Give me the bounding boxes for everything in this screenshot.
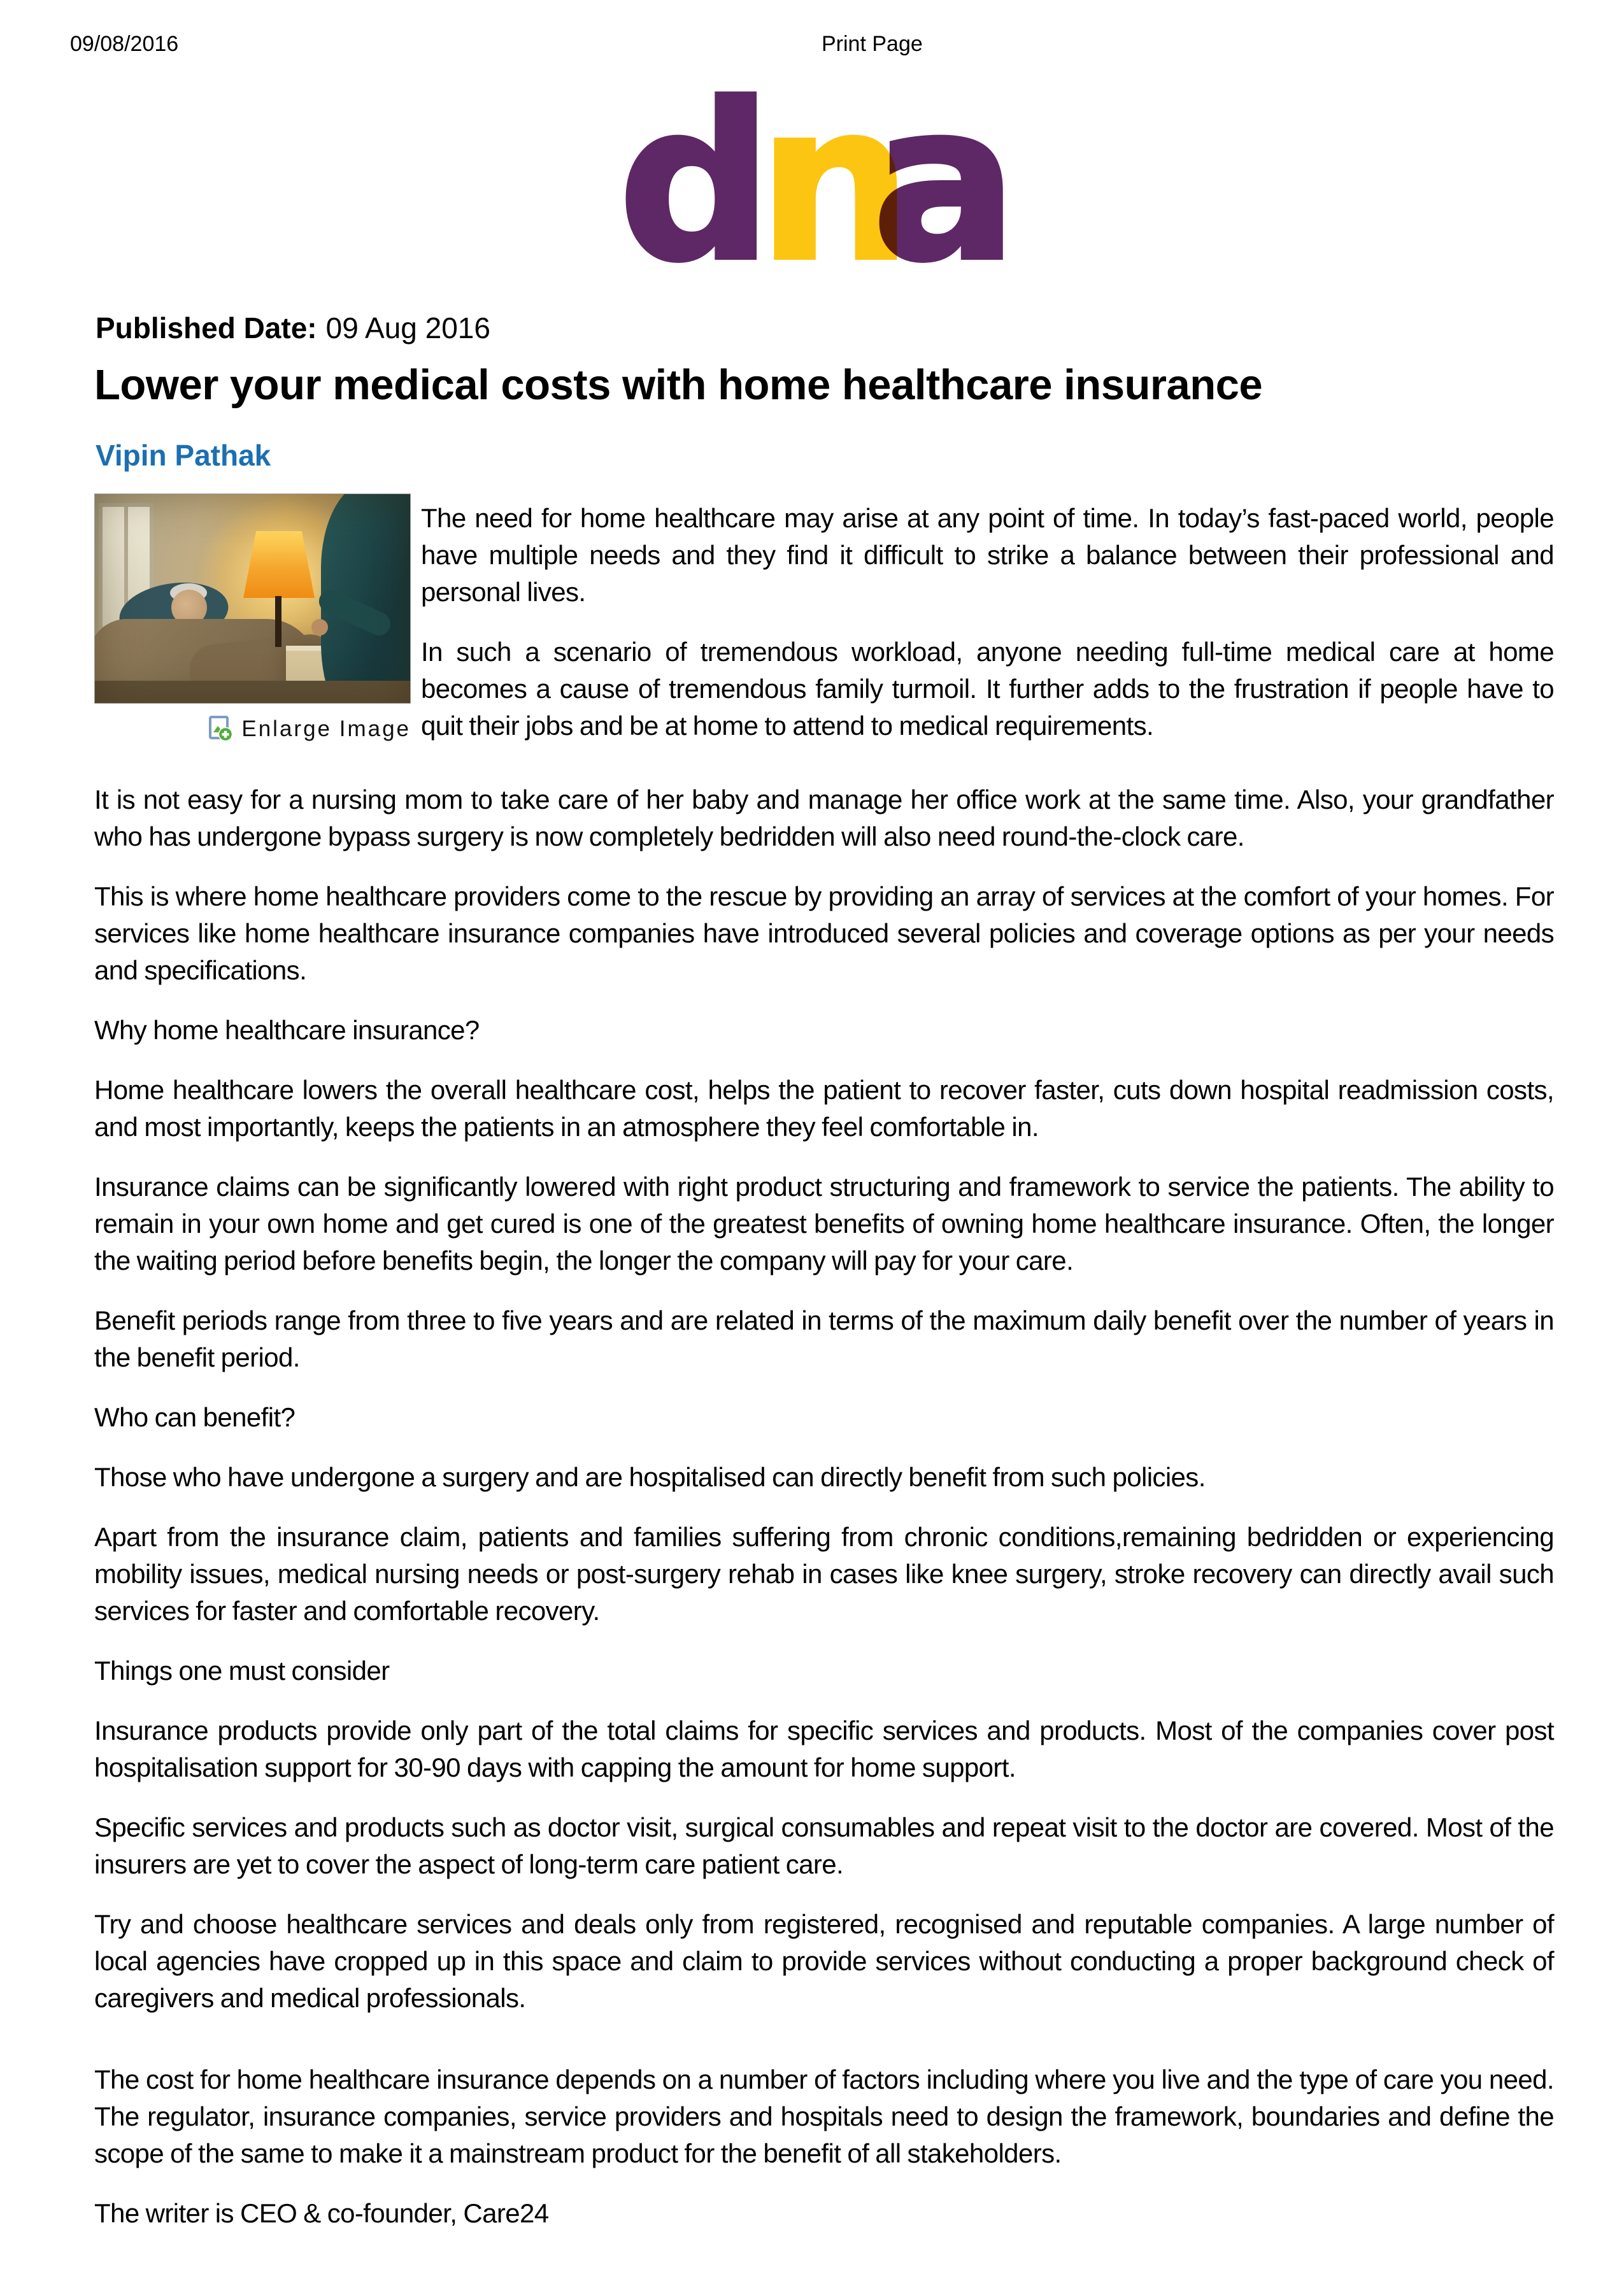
section-heading: Things one must consider xyxy=(94,1656,390,1686)
paragraph: Home healthcare lowers the overall healthcare cost, helps the patient to recover faster, cuts down hospital readmission costs, and most importantly, keeps the patients in an atmosphere they feel comfortable in. xyxy=(94,1075,1554,1142)
enlarge-image-label[interactable]: Enlarge Image xyxy=(241,716,411,741)
published-date-row xyxy=(96,311,490,345)
published-date-label: Published Date: xyxy=(96,311,317,345)
paragraph: Specific services and products such as doctor visit, surgical consumables and repeat visit to the doctor are covered. Most of the insurers are yet to cover the aspect of long-term care patient care. xyxy=(94,1812,1554,1879)
paragraph: The cost for home healthcare insurance depends on a number of factors including where you live and the type of care you need. The regulator, insurance companies, service providers and hospitals need to design the framework, boundaries and define the scope of the same to make it a mainstream product for the benefit of all stakeholders. xyxy=(94,2064,1554,2168)
figure-column xyxy=(94,494,411,744)
author-link[interactable]: Vipin Pathak xyxy=(96,439,271,472)
paragraph: Benefit periods range from three to five years and are related in terms of the maximum daily benefit over the number of years in the benefit period. xyxy=(94,1305,1554,1372)
writer-note: The writer is CEO & co-founder, Care24 xyxy=(94,2198,549,2228)
photo-vignette xyxy=(95,494,410,703)
print-header-date: 09/08/2016 xyxy=(70,32,179,56)
enlarge-image-link[interactable] xyxy=(94,715,411,742)
print-header-title: Print Page xyxy=(822,32,923,56)
dna-logo-letter-a: a xyxy=(872,57,1006,309)
article-body xyxy=(94,781,1554,2232)
paragraph: It is not easy for a nursing mom to take care of her baby and manage her office work at the same time. Also, your grandfather who has undergone bypass surgery is now completely bedridden will also need round-the-clock care. xyxy=(94,785,1554,851)
page-title: Lower your medical costs with home healthcare insurance xyxy=(94,361,1263,409)
dna-logo-letter-n: n xyxy=(757,57,901,309)
article-photo xyxy=(94,494,411,704)
paragraph: Try and choose healthcare services and deals only from registered, recognised and reputable companies. A large number of local agencies have cropped up in this space and claim to provide services without conducting a proper background check of caregivers and medical professionals. xyxy=(94,1909,1554,2013)
section-heading: Who can benefit? xyxy=(94,1402,296,1432)
dna-logo-letter-d: d xyxy=(618,57,761,309)
lead-paragraphs xyxy=(421,494,1554,744)
published-date-value: 09 Aug 2016 xyxy=(325,311,490,345)
paragraph: In such a scenario of tremendous workload, anyone needing full-time medical care at home becomes a cause of tremendous family turmoil. It further adds to the frustration if people have to quit their jobs and be at home to attend to medical requirements. xyxy=(421,637,1554,741)
paragraph: This is where home healthcare providers come to the rescue by providing an array of services at the comfort of your homes. For services like home healthcare insurance companies have introduced several policies and coverage options as per your needs and specifications. xyxy=(94,881,1554,985)
paragraph: Insurance claims can be significantly lowered with right product structuring and framework to service the patients. The ability to remain in your own home and get cured is one of the greatest benefits of owning home healthcare insurance. Often, the longer the waiting period before benefits begin, the longer the company will pay for your care. xyxy=(94,1172,1554,1275)
section-heading: Why home healthcare insurance? xyxy=(94,1015,480,1045)
paragraph: Those who have undergone a surgery and are hospitalised can directly benefit from such policies. xyxy=(94,1462,1206,1492)
dna-logo xyxy=(0,57,1624,309)
paragraph: Insurance products provide only part of the total claims for specific services and products. Most of the companies cover post hospitalisation support for 30-90 days with capping the amount for home support. xyxy=(94,1716,1554,1782)
article xyxy=(94,494,1554,2255)
paragraph: The need for home healthcare may arise at any point of time. In today’s fast-paced world, people have multiple needs and they find it difficult to strike a balance between their professional and personal lives. xyxy=(421,503,1554,607)
paragraph: Apart from the insurance claim, patients and families suffering from chronic conditions,remaining bedridden or experiencing mobility issues, medical nursing needs or post-surgery rehab in cases like knee surgery, stroke recovery can directly avail such services for faster and comfortable recovery. xyxy=(94,1522,1554,1626)
enlarge-image-icon xyxy=(208,715,232,742)
lead-row xyxy=(94,494,1554,744)
